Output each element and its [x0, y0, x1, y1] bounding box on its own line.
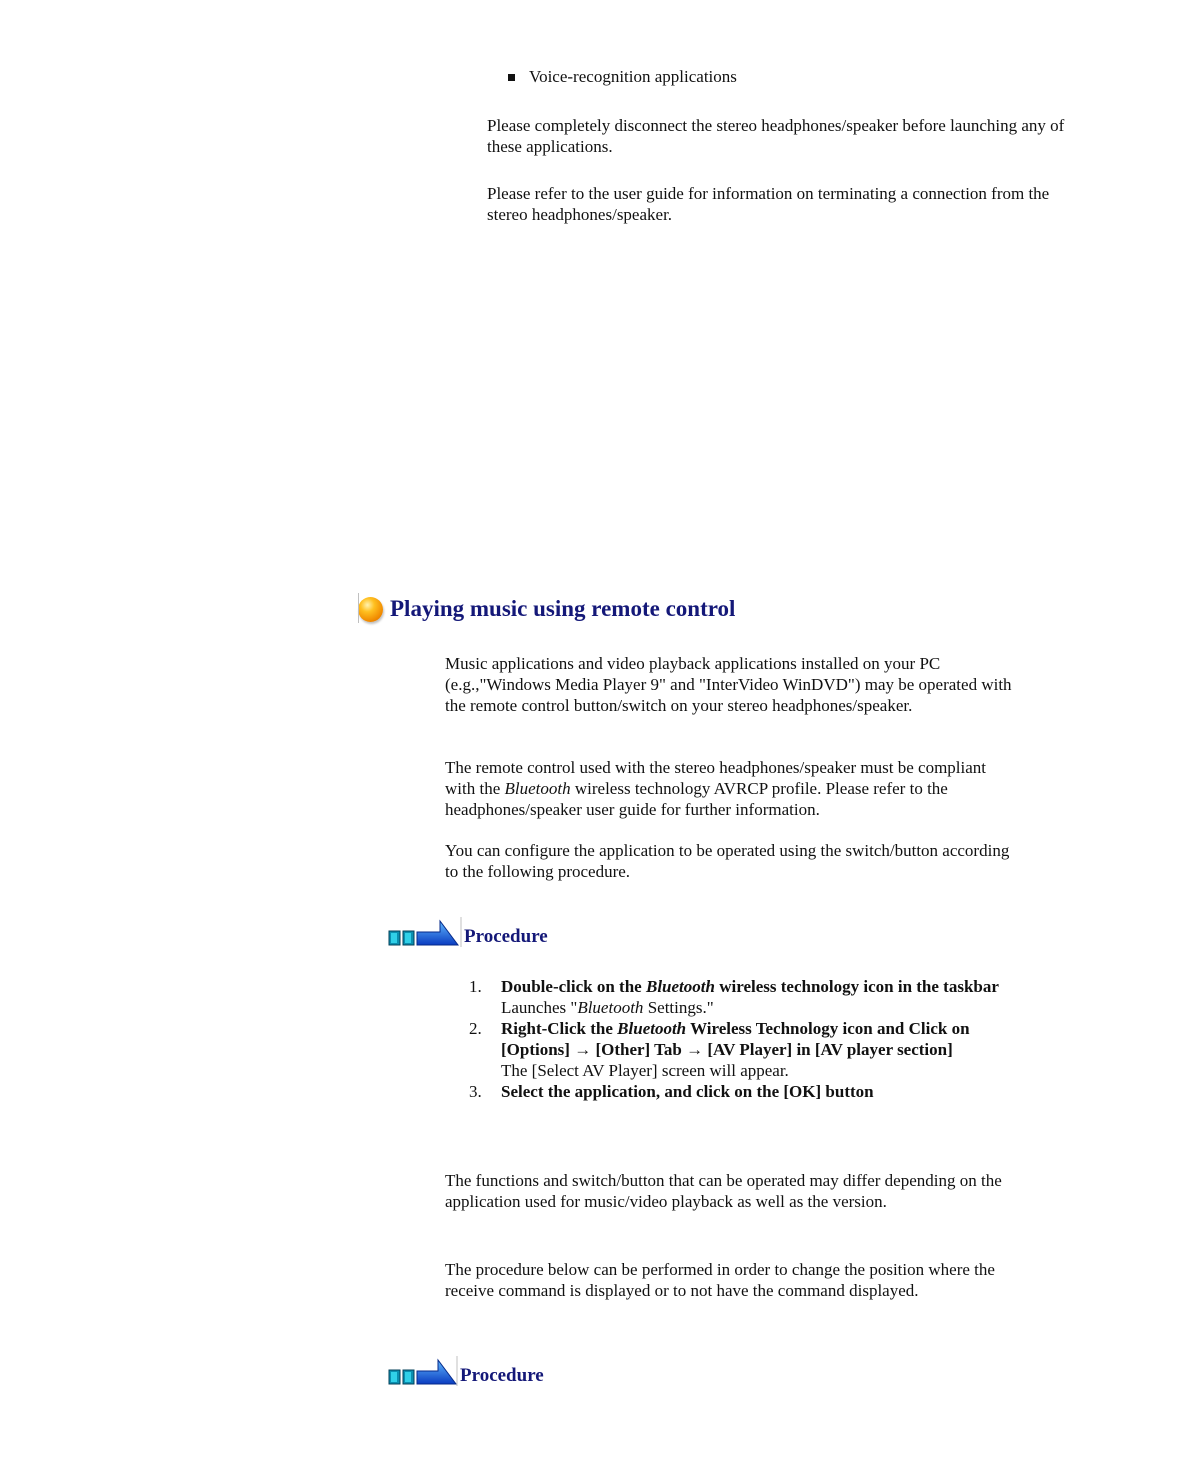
orange-orb-icon: [358, 597, 383, 622]
procedure-label: Procedure: [460, 1365, 544, 1386]
step-1-text-a: Double-click on the: [501, 977, 646, 996]
section-heading: [358, 596, 735, 622]
procedure-label: Procedure: [464, 926, 548, 947]
step-note: The [Select AV Player] screen will appear.: [501, 1061, 789, 1080]
procedure-intro-note: The procedure below can be performed in order to change the position where the receive command is displayed or to not have the command displayed.: [445, 1260, 995, 1300]
step-3: [469, 1081, 1029, 1102]
procedure-heading: [388, 917, 548, 947]
intro-paragraph-2: [445, 757, 1015, 820]
disconnect-note: Please completely disconnect the stereo headphones/speaker before launching any of these applications.: [487, 116, 1065, 156]
step-instruction: [501, 977, 999, 996]
step-1-text-b: wireless technology icon in the taskbar: [714, 977, 999, 996]
intro-paragraph-3: You can configure the application to be operated using the switch/button according to the following procedure.: [445, 841, 1010, 881]
intro-paragraph-1: Music applications and video playback applications installed on your PC (e.g.,"Windows Media Player 9" and "InterVideo WinDVD") may be operated with the remote control button/switch on your stereo headphones/speaker.: [445, 654, 1012, 715]
bullet-item: [508, 66, 737, 87]
step-2-text-a: Right-Click the: [501, 1019, 618, 1038]
step-note: [501, 998, 714, 1017]
bullet-text: Voice-recognition applications: [529, 67, 737, 86]
functions-note: The functions and switch/button that can be operated may differ depending on the application used for music/video playback as well as the version.: [445, 1171, 1002, 1211]
heading-marker: [358, 593, 359, 623]
procedure-arrow-icon: [388, 1356, 458, 1386]
user-guide-note: Please refer to the user guide for information on terminating a connection from the stereo headphones/speaker.: [487, 184, 1050, 224]
step-number: 2.: [469, 1019, 482, 1038]
step-number: 3.: [469, 1082, 482, 1101]
step-instruction: [501, 1019, 970, 1059]
procedure-heading-2: [388, 1356, 544, 1386]
procedure-steps: [469, 976, 1029, 1102]
bluetooth-italic: Bluetooth: [577, 998, 644, 1017]
step-number: 1.: [469, 977, 482, 996]
intro-p2-text-a: The remote control used with the stereo headphones/speaker must be compliant with the: [445, 758, 987, 798]
step-1-note-a: Launches ": [501, 998, 578, 1017]
step-2: [469, 1018, 1029, 1081]
step-instruction: Select the application, and click on the [OK] button: [501, 1082, 874, 1101]
step-1-note-b: Settings.": [643, 998, 714, 1017]
bluetooth-italic: Bluetooth: [645, 977, 715, 996]
procedure-arrow-icon: [388, 917, 462, 947]
intro-p2-text-b: wireless technology AVRCP profile. Please refer to the headphones/speaker user guide for further information.: [445, 779, 948, 819]
step-2-text-b: Wireless Technology icon and Click on [Options] → [Other] Tab → [AV Player] in [AV player section]: [501, 1019, 970, 1059]
step-1: [469, 976, 1029, 1018]
section-heading-text: Playing music using remote control: [390, 596, 736, 621]
bluetooth-italic: Bluetooth: [617, 1019, 687, 1038]
bluetooth-italic: Bluetooth: [504, 779, 571, 798]
square-bullet-icon: [508, 74, 515, 81]
